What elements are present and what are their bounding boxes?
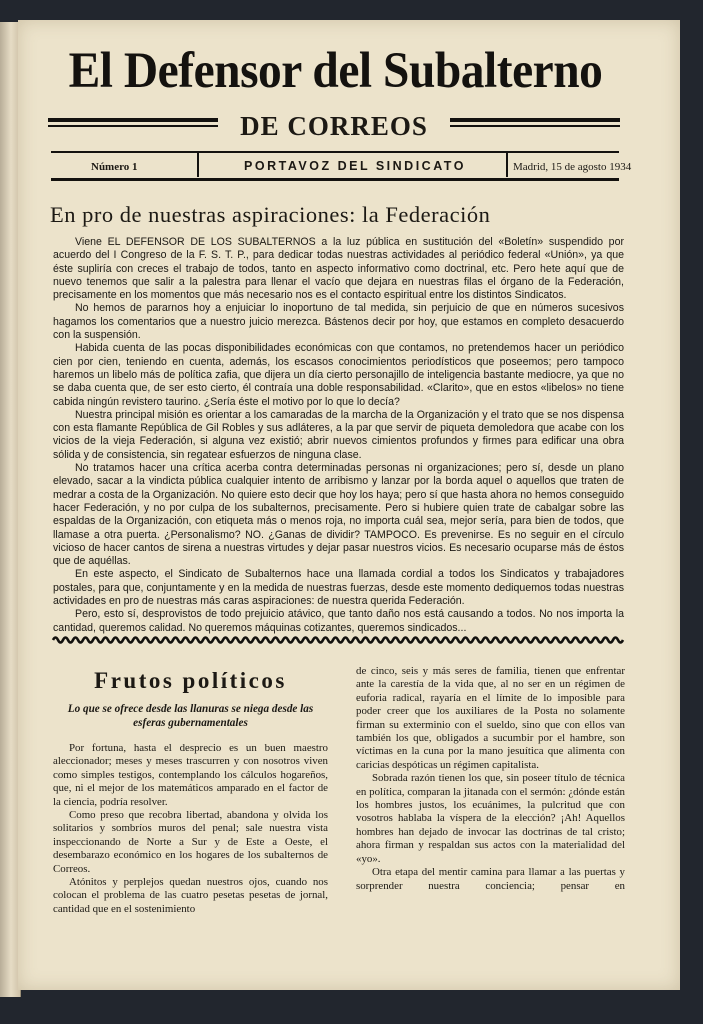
- paragraph: Viene EL DEFENSOR DE LOS SUBALTERNOS a la luz pública en sustitución del «Boletín» suspendido por acuerdo del I Congreso de la F. S. T. P., para dedicar todas nuestras actividades al periódico federal «Unión», ya que éste supliría con creces el trabajo de todos, tanto en aspecto informativo como doctrinal, etc. Pero hete aquí que de nuevo tenemos que salir a la palestra para llenar el vacío que dejara en nuestras filas el órgano de la Federación, precisamente en los momentos que más necesario nos es el contacto espiritual entre los distintos Sindicatos.: [53, 236, 624, 302]
- article-column-left: [53, 666, 328, 916]
- article-body: [53, 742, 328, 916]
- issue-number: Número 1: [91, 161, 138, 173]
- article-body: [53, 236, 624, 635]
- paragraph-last-line: Otra etapa del mentir camina para llamar a las puertas y sorprender nuestra conciencia; pensar en: [356, 866, 625, 892]
- paragraph: Pero, esto sí, desprovistos de todo prejuicio atávico, que tanto daño nos está causando a todos. No nos importa la cantidad, queremos calidad. No queremos máquinas cotizantes, queremos sindicados...: [53, 608, 624, 634]
- newspaper-page: [18, 20, 680, 990]
- paragraph: Atónitos y perplejos quedan nuestros ojos, cuando nos colocan el problema de las cuatro pesetas pesetas de jornal, cantidad que en el sostenimiento: [53, 876, 328, 915]
- tagline: PORTAVOZ DEL SINDICATO: [244, 159, 466, 173]
- article-subtitle: Lo que se ofrece desde las llanuras se niega desde las esferas gubernamentales: [67, 703, 314, 729]
- paragraph: En este aspecto, el Sindicato de Subalternos hace una llamada cordial a todos los Sindicatos y trabajadores postales, para que, conjuntamente y en la medida de nuestras fuerzas, desde este momento dediquemos todas nuestras actividades en pro de nuestras más caras aspiraciones: de nuestra querida Federación.: [53, 568, 624, 608]
- paragraph: Habida cuenta de las pocas disponibilidades económicas con que contamos, no pretendemos hacer un periódico cien por cien, teniendo en cuenta, además, los escasos conocimientos periodísticos que poseemos; pero tampoco haremos un libelo más de política zafia, que dijera un día cierto personajillo de inteligencia bastante mediocre, ya que no se daba cuenta que, de ser esto cierto, él contraía una doble responsabilidad. «Clarito», que en estos «libelos» no tiene cabida ningún revistero taurino. ¿Sería éste el motivo por lo que lo decía?: [53, 342, 624, 408]
- paragraph: Como preso que recobra libertad, abandona y olvida los solitarios y sombríos muros del penal; sale nuestra vista inspeccionando de Norte a Sur y de Este a Oeste, el desembarazo económico en los hogares de los subalternos de Correos.: [53, 809, 328, 875]
- paragraph: de cinco, seis y más seres de familia, tienen que enfrentar ante la carestía de la vida que, al no ser en un régimen de euforia radical, rayaría en el límite de lo imposible para poder creer que los auxiliares de la Posta no solamente firman su exterminio con el sueldo, sino que con ellos van también los que, obligados a sucumbir por el hambre, son víctimas en la cuna por la mano jesuítica que alimenta con caricias despóticas un régimen capitalista.: [356, 665, 625, 771]
- paragraph: No tratamos hacer una crítica acerba contra determinadas personas ni organizaciones; pero sí, desde un plano elevado, sacar a la vindicta pública cualquier intento de arribismo y lanzar por la borda aquel o aquellos que traten de medrar a costa de la Organización. No quiere esto decir que hoy los haya; pero sí que hasta ahora no hemos conseguido hacer Federación, y no por culpa de los subalternos, precisamente. Pero si hubiere quien trate de cabalgar sobre las espaldas de la Organización, con etiqueta más o menos roja, no importa cuál sea, mejor sería, para bien de todos, que llamase a otra puerta. ¿Personalismo? NO. ¿Ganas de dividir? TAMPOCO. Es prevenirse. Es no seguir en el círculo vicioso de hacer cantos de sirena a nuestras virtudes y dejar pasar nuestros vicios. Es necesario ocuparse más de éstos que de aquéllas.: [53, 462, 624, 568]
- masthead-subtitle: DE CORREOS: [240, 111, 428, 141]
- paragraph: Nuestra principal misión es orientar a los camaradas de la marcha de la Organización y el trato que se nos dispensa con esta flamante República de Gil Robles y sus adláteres, a la par que servir de piqueta demoledora que acabe con los vicios de la vieja Federación, si alguna vez existió; abrir nuevos cimientos profundos y firmes para edificar una obra sólida y de consistencia, sin regatear esfuerzos de ninguna clase.: [53, 408, 624, 461]
- info-rule-bottom: [51, 178, 619, 181]
- article-title: Frutos políticos: [94, 668, 287, 693]
- article-column-right: [356, 665, 625, 892]
- info-separator-left: [197, 153, 199, 177]
- issue-date: Madrid, 15 de agosto 1934: [513, 161, 632, 173]
- masthead-title: El Defensor del Subalterno: [68, 43, 603, 99]
- wavy-divider: [53, 634, 623, 646]
- masthead-subtitle-row: [48, 110, 620, 142]
- info-rule-top: [51, 151, 619, 153]
- article-title: En pro de nuestras aspiraciones: la Federación: [50, 202, 491, 227]
- paragraph: No hemos de pararnos hoy a enjuiciar lo inoportuno de tal medida, sin perjuicio de que en números sucesivos hagamos los comentarios que a nuestro juicio merezca. Bástenos decir por hoy, que estamos en completo desacuerdo con la suspensión.: [53, 302, 624, 342]
- paragraph: Sobrada razón tienen los que, sin poseer título de técnica en política, comparan la jitanada con el sermón: ¿dónde están los hombres justos, los ecuánimes, la pulcritud que con vosotros hablaba la víspera de la elección? ¡Ah! Aquellos hombres han dejado de invocar las doctrinas de tal cristo; ahora firman y respaldan sus actos con la materialidad del «yo».: [356, 772, 625, 865]
- paragraph: Por fortuna, hasta el desprecio es un buen maestro aleccionador; meses y meses trascurren y con nosotros viven como simples testigos, contemplando los cálculos hogareños, que, ni el mejor de los matemáticos amparado en el factor de la ciencia, podría resolver.: [53, 742, 328, 808]
- issue-info-row: [51, 151, 632, 183]
